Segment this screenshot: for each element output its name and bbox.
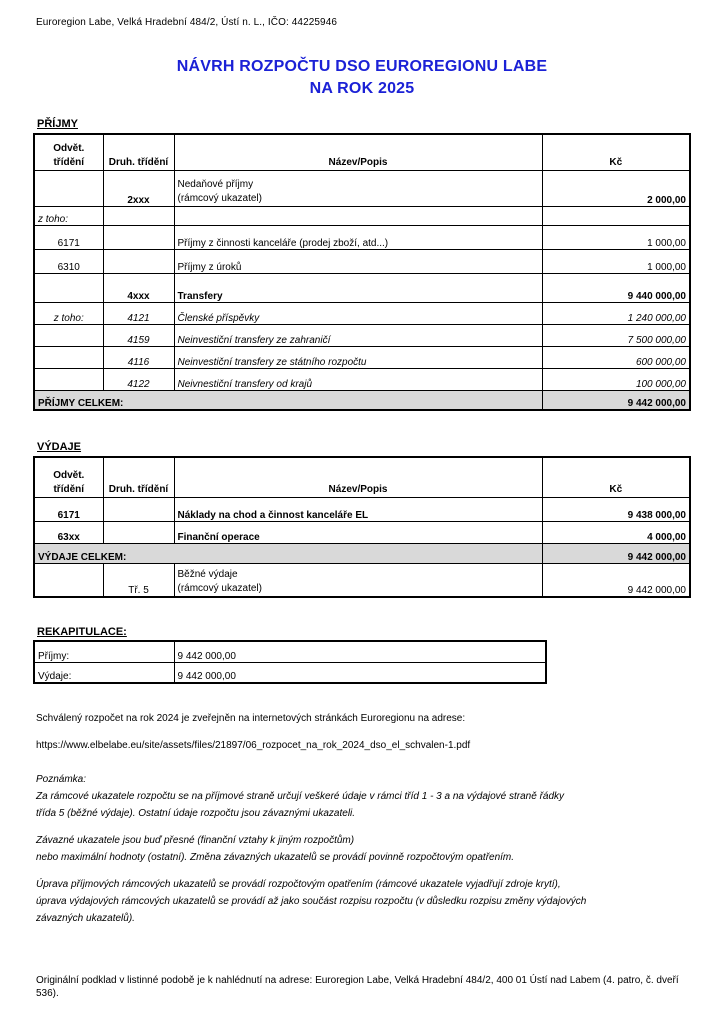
note-line: Závazné ukazatele jsou buď přesné (finanční vztahy k jiným rozpočtům) (36, 835, 355, 846)
table-row (34, 249, 690, 273)
footer-text: Originální podklad v listinné podobě je k nahlédnutí na adrese: Euroregion Labe, Velká Hradební 484/2, 400 01 Ústí nad Labem (4. patro, č. dveří 536). (36, 975, 679, 999)
nazev-line-1: Běžné výdaje (177, 569, 238, 580)
kc-cell: 9 440 000,00 (542, 273, 690, 302)
kc-cell: 9 442 000,00 (542, 563, 690, 597)
col-nazev: Název/Popis (174, 457, 542, 497)
kc-cell: 2 000,00 (542, 170, 690, 206)
rekap-row-prijmy (34, 641, 546, 662)
kc-cell: 1 000,00 (542, 249, 690, 273)
druh-cell: 2xxx (103, 170, 174, 206)
table-row (34, 521, 690, 543)
nazev-cell: Příjmy z úroků (174, 249, 542, 273)
druh-cell: 4122 (103, 368, 174, 390)
note-line: závazných ukazatelů). (36, 913, 135, 924)
col-odvet: Odvět. třídění (34, 134, 103, 170)
ztoho-cell: z toho: (34, 206, 103, 225)
druh-cell: 4xxx (103, 273, 174, 302)
title-line-1: NÁVRH ROZPOČTU DSO EUROREGIONU LABE (176, 58, 548, 75)
note-line: nebo maximální hodnoty (ostatní). Změna závazných ukazatelů se provádí povinně rozpočtovým opatřením. (36, 852, 515, 863)
col-kc: Kč (542, 134, 690, 170)
vydaje-header-row (34, 457, 690, 497)
nazev-cell: Náklady na chod a činnost kanceláře EL (174, 497, 542, 521)
nazev-cell: Neivnestiční transfery od krajů (174, 368, 542, 390)
nazev-line-1: Nedaňové příjmy (177, 178, 254, 190)
nazev-cell (174, 563, 542, 597)
vydaje-total-label: VÝDAJE CELKEM: (34, 543, 542, 563)
table-row (34, 206, 690, 225)
nazev-cell: Finanční operace (174, 521, 542, 543)
col-druh: Druh. třídění (103, 457, 174, 497)
kc-cell: 4 000,00 (542, 521, 690, 543)
kc-cell: 1 000,00 (542, 225, 690, 249)
vydaje-total-value: 9 442 000,00 (542, 543, 690, 563)
druh-cell: 4159 (103, 324, 174, 346)
rekap-row-vydaje (34, 662, 546, 683)
nazev-cell: Příjmy z činnosti kanceláře (prodej zboží, atd...) (174, 225, 542, 249)
druh-cell: Tř. 5 (103, 563, 174, 597)
document-header: Euroregion Labe, Velká Hradební 484/2, Ústí n. L., IČO: 44225946 (36, 17, 338, 28)
section-vydaje-label: VÝDAJE (37, 441, 82, 453)
table-row (34, 497, 690, 521)
col-druh: Druh. třídění (103, 134, 174, 170)
nazev-line-2: (rámcový ukazatel) (177, 192, 262, 204)
odvet-cell: 6171 (34, 225, 103, 249)
kc-cell: 100 000,00 (542, 368, 690, 390)
vydaje-total-row (34, 543, 690, 563)
odvet-cell: 6310 (34, 249, 103, 273)
odvet-cell: z toho: (34, 302, 103, 324)
note-line: úprava výdajových rámcových ukazatelů se provádí až jako součást rozpisu rozpočtu (v důsledku rozpisu změny výdajových (36, 896, 587, 907)
col-odvet: Odvět. třídění (34, 457, 103, 497)
table-row (34, 324, 690, 346)
col-nazev: Název/Popis (174, 134, 542, 170)
prijmy-table (33, 133, 691, 411)
nazev-cell (174, 170, 542, 206)
table-row (34, 302, 690, 324)
section-prijmy-label: PŘÍJMY (37, 118, 78, 130)
kc-cell: 1 240 000,00 (542, 302, 690, 324)
odvet-cell: 63xx (34, 521, 103, 543)
note-line: třída 5 (běžné výdaje). Ostatní údaje rozpočtu jsou závaznými ukazateli. (36, 808, 356, 819)
nazev-cell: Členské příspěvky (174, 302, 542, 324)
note-line: Za rámcové ukazatele rozpočtu se na příjmové straně určují veškeré údaje v rámci tříd 1 - 3 a na výdajové straně řádky (36, 791, 565, 802)
druh-cell: 4116 (103, 346, 174, 368)
rekap-prijmy-value: 9 442 000,00 (174, 641, 546, 662)
table-row (34, 273, 690, 302)
info-url-link[interactable]: https://www.elbelabe.eu/site/assets/files/21897/06_rozpocet_na_rok_2024_dso_el_schvalen-1.pdf (36, 740, 471, 751)
vydaje-table (33, 456, 691, 598)
table-row (34, 563, 690, 597)
table-row (34, 170, 690, 206)
col-kc: Kč (542, 457, 690, 497)
kc-cell: 600 000,00 (542, 346, 690, 368)
odvet-cell: 6171 (34, 497, 103, 521)
info-text: Schválený rozpočet na rok 2024 je zveřejněn na internetových stránkách Euroregionu na adrese: (36, 713, 466, 724)
druh-cell: 4121 (103, 302, 174, 324)
rekap-label: REKAPITULACE: (37, 626, 127, 638)
title-line-2: NA ROK 2025 (309, 80, 415, 97)
rekap-table (33, 640, 547, 684)
nazev-cell: Neinvestiční transfery ze státního rozpočtu (174, 346, 542, 368)
note-heading: Poznámka: (36, 774, 87, 785)
prijmy-total-value: 9 442 000,00 (542, 390, 690, 410)
kc-cell: 7 500 000,00 (542, 324, 690, 346)
rekap-prijmy-label: Příjmy: (34, 641, 174, 662)
nazev-line-2: (rámcový ukazatel) (177, 583, 262, 594)
prijmy-total-label: PŘÍJMY CELKEM: (34, 390, 542, 410)
kc-cell: 9 438 000,00 (542, 497, 690, 521)
table-row (34, 346, 690, 368)
prijmy-total-row (34, 390, 690, 410)
nazev-cell: Neinvestiční transfery ze zahraničí (174, 324, 542, 346)
nazev-cell: Transfery (174, 273, 542, 302)
table-row (34, 368, 690, 390)
rekap-vydaje-value: 9 442 000,00 (174, 662, 546, 683)
note-line: Úprava příjmových rámcových ukazatelů se provádí rozpočtovým opatřením (rámcové ukazatele vyjadřují zdroje krytí), (36, 879, 561, 890)
prijmy-header-row (34, 134, 690, 170)
rekap-vydaje-label: Výdaje: (34, 662, 174, 683)
table-row (34, 225, 690, 249)
